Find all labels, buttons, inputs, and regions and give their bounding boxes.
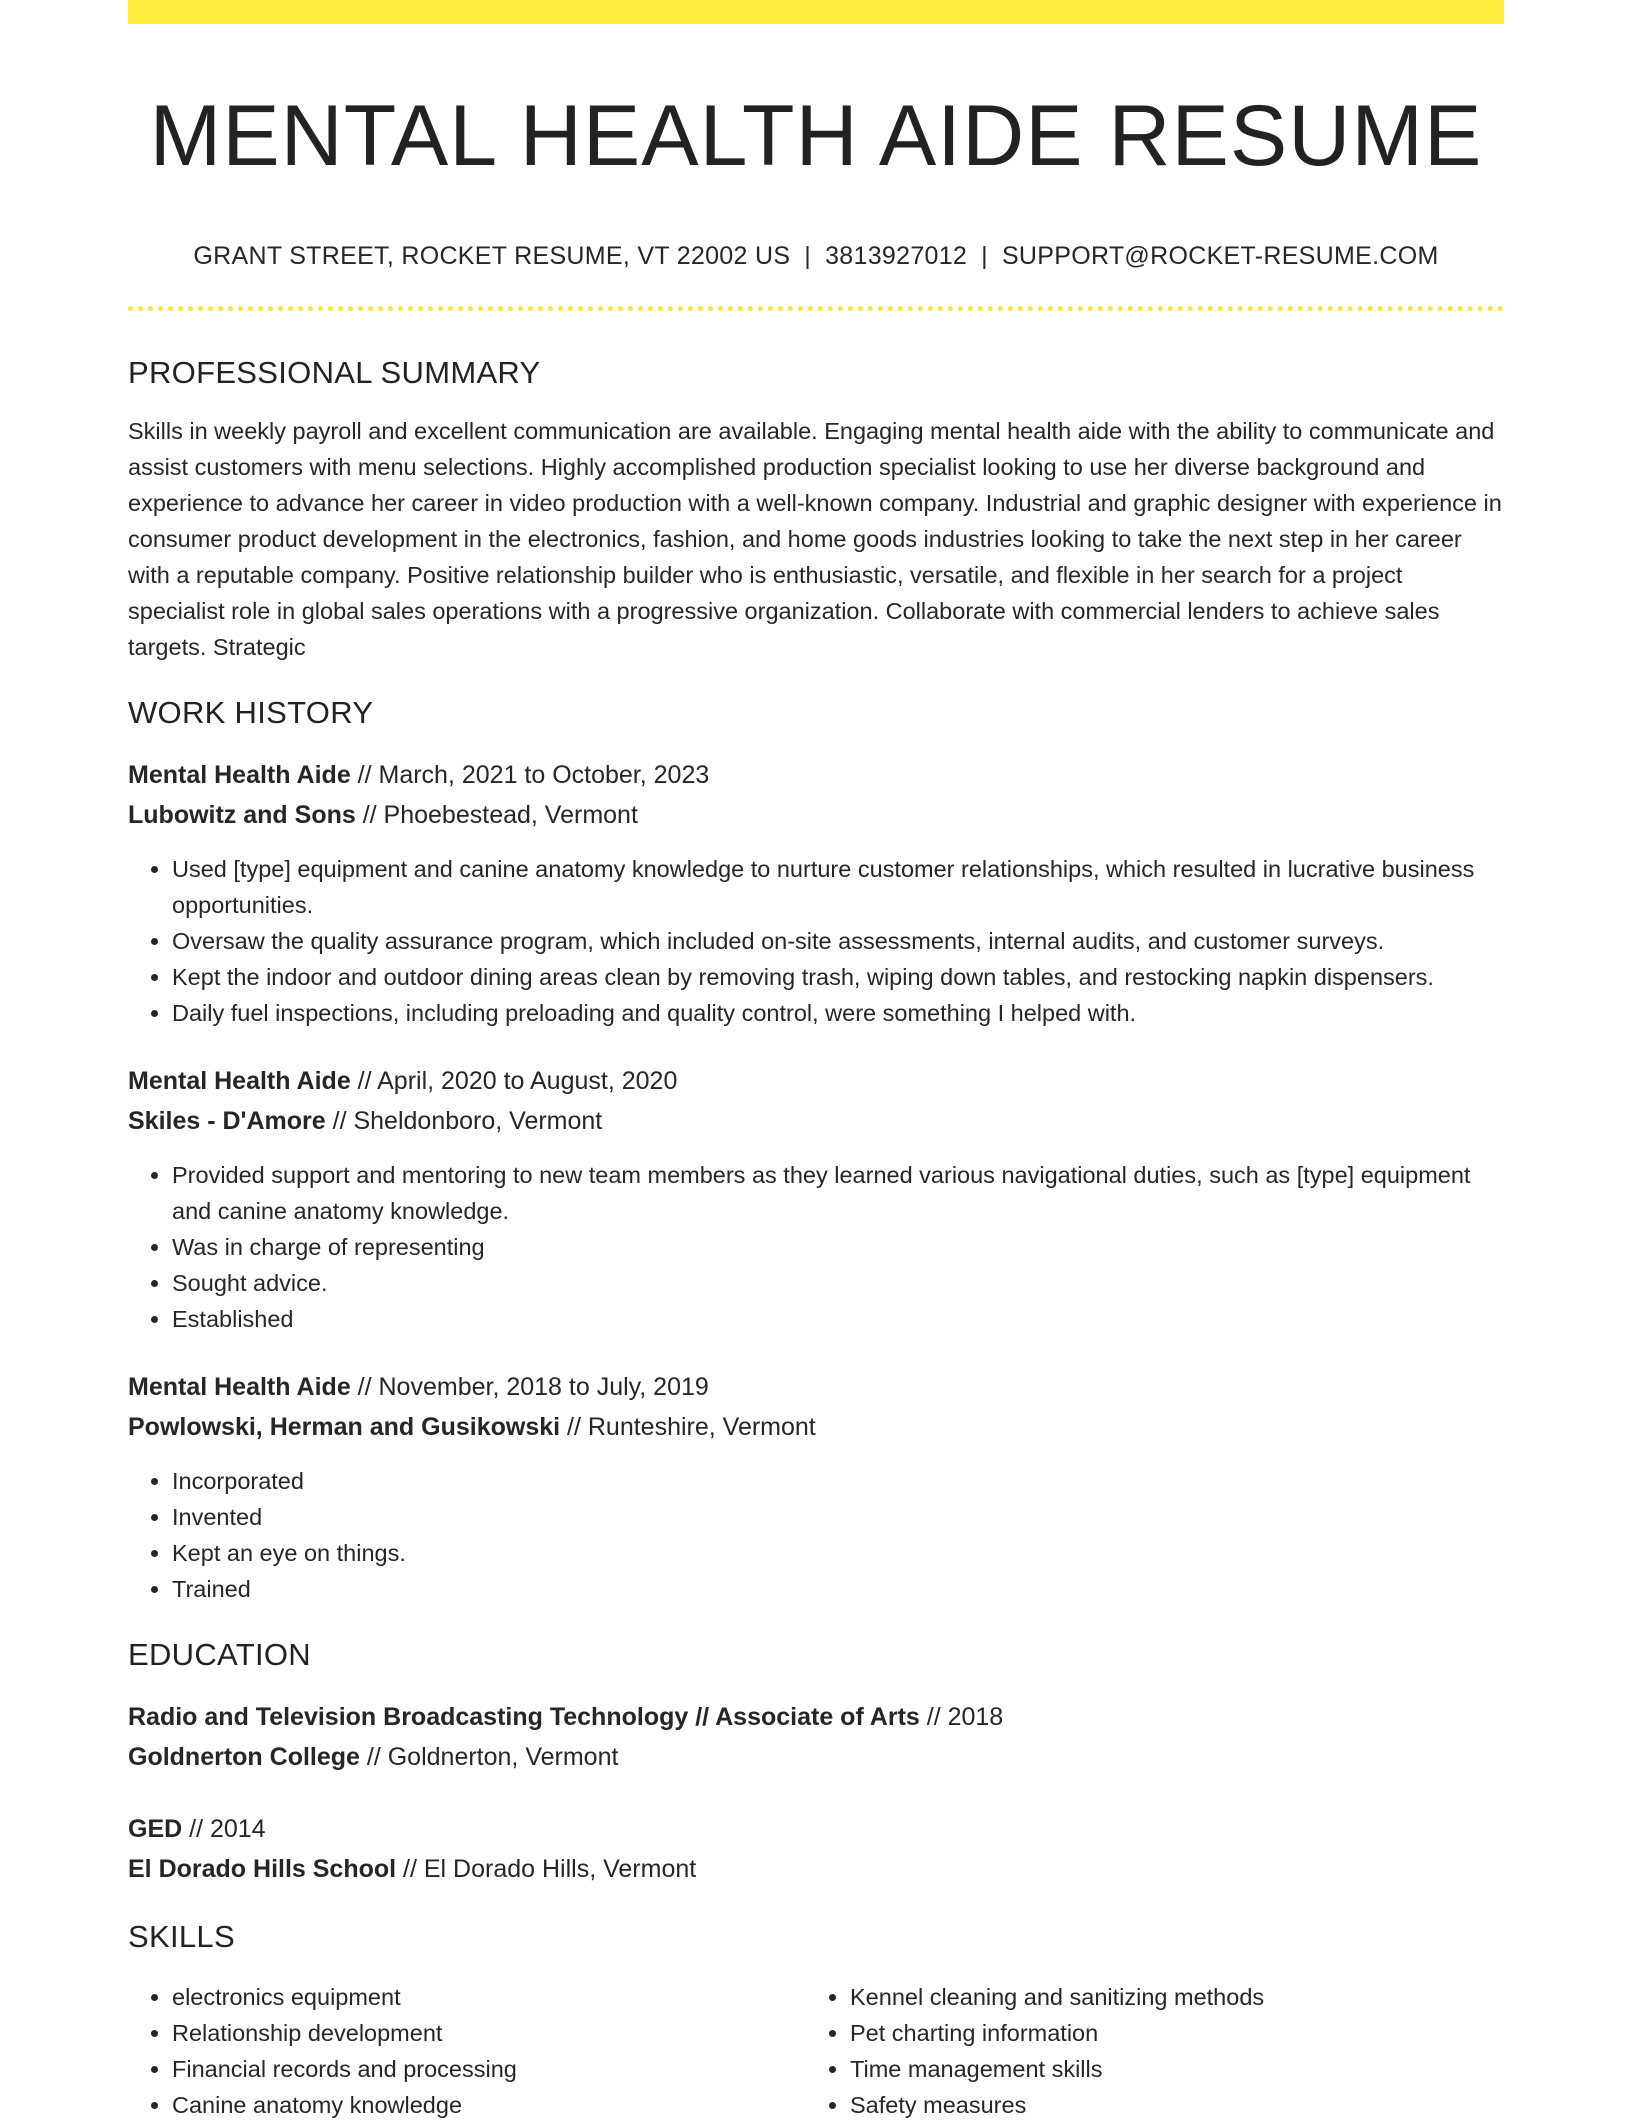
job-location: // Sheldonboro, Vermont <box>325 1107 603 1135</box>
job-bullets <box>128 851 1504 1031</box>
education-school-line <box>128 1737 1504 1777</box>
work-history-heading: WORK HISTORY <box>128 695 374 730</box>
job-title-line <box>128 1367 1504 1407</box>
list-item: • Kept the indoor and outdoor dining areas clean by removing trash, wiping down tables, and restocking napkin dispensers. <box>172 959 1504 995</box>
dotted-divider <box>128 306 1504 311</box>
education-entry <box>128 1809 1504 1889</box>
summary-heading: PROFESSIONAL SUMMARY <box>128 355 541 390</box>
job-company: Powlowski, Herman and Gusikowski <box>128 1413 561 1441</box>
contact-phone: 3813927012 <box>825 242 968 270</box>
education-degree-line <box>128 1809 1504 1849</box>
education-degree: Radio and Television Broadcasting Technology // Associate of Arts <box>128 1703 920 1731</box>
list-item: • Was in charge of representing <box>172 1229 1504 1265</box>
job-entry <box>128 755 1504 1031</box>
job-company-line <box>128 1407 1504 1447</box>
contact-separator: | <box>981 242 988 270</box>
list-item: • Provided support and mentoring to new team members as they learned various navigational duties, such as [type] equipment and canine anatomy knowledge. <box>172 1157 1504 1229</box>
job-company: Skiles - D'Amore <box>128 1107 326 1135</box>
list-item: • Oversaw the quality assurance program, which included on-site assessments, internal audits, and customer surveys. <box>172 923 1504 959</box>
skills-left-column <box>128 1979 806 2123</box>
skills-heading: SKILLS <box>128 1919 235 1954</box>
resume-page <box>128 0 1504 2123</box>
education-year: // 2018 <box>919 1703 1004 1731</box>
list-item: • Sought advice. <box>172 1265 1504 1301</box>
job-company: Lubowitz and Sons <box>128 801 356 829</box>
education-degree: GED <box>128 1815 183 1843</box>
job-role: Mental Health Aide <box>128 761 351 789</box>
job-dates: // March, 2021 to October, 2023 <box>350 761 710 789</box>
education-degree-line <box>128 1697 1504 1737</box>
job-location: // Phoebestead, Vermont <box>355 801 638 829</box>
list-item: • Kennel cleaning and sanitizing methods <box>850 1979 1484 2015</box>
job-location: // Runteshire, Vermont <box>560 1413 816 1441</box>
job-title-line <box>128 755 1504 795</box>
education-school: El Dorado Hills School <box>128 1855 397 1883</box>
job-company-line <box>128 795 1504 835</box>
list-item: • Invented <box>172 1499 1504 1535</box>
job-company-line <box>128 1101 1504 1141</box>
list-item: • Relationship development <box>172 2015 806 2051</box>
list-item: • Financial records and processing <box>172 2051 806 2087</box>
job-dates: // November, 2018 to July, 2019 <box>350 1373 709 1401</box>
list-item: • Pet charting information <box>850 2015 1484 2051</box>
job-role: Mental Health Aide <box>128 1373 351 1401</box>
list-item: • Established <box>172 1301 1504 1337</box>
list-item: • Safety measures <box>850 2087 1484 2123</box>
job-entry <box>128 1061 1504 1337</box>
list-item: • Time management skills <box>850 2051 1484 2087</box>
top-accent-bar <box>128 0 1504 24</box>
job-role: Mental Health Aide <box>128 1067 351 1095</box>
contact-separator: | <box>804 242 812 270</box>
education-school: Goldnerton College <box>128 1743 360 1771</box>
education-location: // El Dorado Hills, Vermont <box>396 1855 697 1883</box>
education-school-line <box>128 1849 1504 1889</box>
contact-email: SUPPORT@ROCKET-RESUME.COM <box>1001 242 1439 270</box>
education-year: // 2014 <box>182 1815 266 1843</box>
list-item: • Incorporated <box>172 1463 1504 1499</box>
skills-right-column <box>806 1979 1484 2123</box>
skills-columns <box>128 1979 1504 2123</box>
job-dates: // April, 2020 to August, 2020 <box>350 1067 678 1095</box>
list-item: • Daily fuel inspections, including preloading and quality control, were something I helped with. <box>172 995 1504 1031</box>
resume-title: MENTAL HEALTH AIDE RESUME <box>149 88 1483 184</box>
job-title-line <box>128 1061 1504 1101</box>
summary-text: Skills in weekly payroll and excellent communication are available. Engaging mental health aide with the ability to communicate and assist customers with menu selections. Highly accomplished production specialist looking to use her diverse background and experience to advance her career in video production with a well-known company. Industrial and graphic designer with experience in consumer product development in the electronics, fashion, and home goods industries looking to take the next step in her career with a reputable company. Positive relationship builder who is enthusiastic, versatile, and flexible in her search for a project specialist role in global sales operations with a progressive organization. Collaborate with commercial lenders to achieve sales targets. Strategic <box>128 418 1502 660</box>
job-bullets <box>128 1157 1504 1337</box>
education-heading: EDUCATION <box>128 1637 311 1672</box>
list-item: • Used [type] equipment and canine anatomy knowledge to nurture customer relationships, which resulted in lucrative business opportunities. <box>172 851 1504 923</box>
contact-line <box>128 240 1504 272</box>
list-item: • electronics equipment <box>172 1979 806 2015</box>
education-location: // Goldnerton, Vermont <box>359 1743 619 1771</box>
job-entry <box>128 1367 1504 1607</box>
list-item: • Trained <box>172 1571 1504 1607</box>
list-item: • Canine anatomy knowledge <box>172 2087 806 2123</box>
list-item: • Kept an eye on things. <box>172 1535 1504 1571</box>
job-bullets <box>128 1463 1504 1607</box>
education-entry <box>128 1697 1504 1777</box>
contact-address: GRANT STREET, ROCKET RESUME, VT 22002 US <box>193 242 791 270</box>
